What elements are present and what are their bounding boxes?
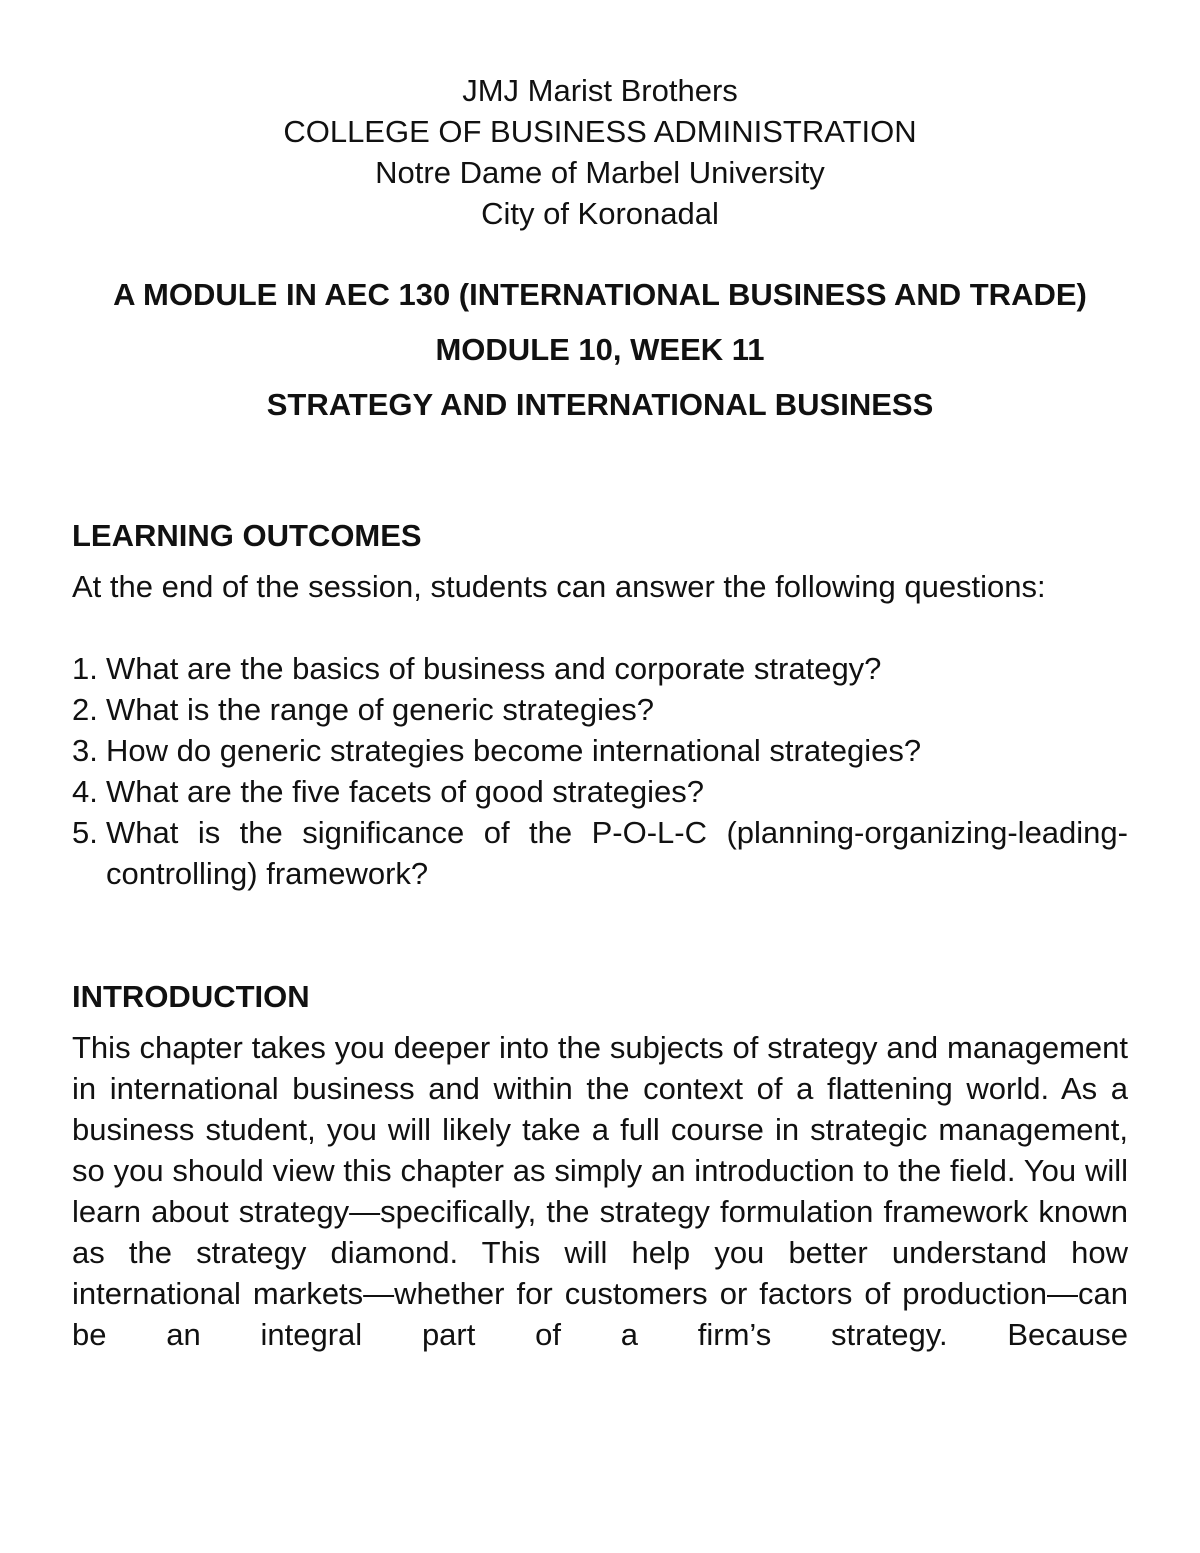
list-item-text: How do generic strategies become international strategies? (106, 733, 922, 768)
list-item-number: 4. (72, 774, 98, 809)
list-item-text: What are the basics of business and corporate strategy? (106, 651, 882, 686)
learning-outcomes-list (72, 648, 1128, 894)
list-item-number: 3. (72, 733, 98, 768)
list-item (72, 771, 1128, 812)
module-title: A MODULE IN AEC 130 (INTERNATIONAL BUSINESS AND TRADE) (113, 277, 1087, 312)
list-item-number: 1. (72, 651, 98, 686)
learning-outcomes-intro: At the end of the session, students can answer the following questions: (72, 569, 1046, 604)
module-title-block (72, 274, 1128, 425)
list-item (72, 812, 1128, 894)
list-item (72, 689, 1128, 730)
document-page (72, 70, 1128, 1355)
module-week: MODULE 10, WEEK 11 (435, 332, 765, 367)
list-item-number: 2. (72, 692, 98, 727)
list-item-text: What is the range of generic strategies? (106, 692, 654, 727)
introduction-paragraph: This chapter takes you deeper into the subjects of strategy and management in international business and within the context of a flattening world. As a business student, you will likely take a full course in strategic management, so you should view this chapter as simply an introduction to the field. You will learn about strategy—specifically, the strategy formulation framework known as the strategy diamond. This will help you better understand how international markets—whether for customers or factors of production—can be an integral part of a firm’s strategy. Because (72, 1030, 1128, 1352)
header-line-college: COLLEGE OF BUSINESS ADMINISTRATION (283, 114, 917, 149)
institution-header (72, 70, 1128, 234)
list-item-text: What is the significance of the P-O-L-C (planning-organizing-leading-controlling) framework? (106, 815, 1128, 891)
header-line-city: City of Koronadal (481, 196, 719, 231)
learning-outcomes-heading: LEARNING OUTCOMES (72, 518, 422, 553)
list-item-number: 5. (72, 815, 98, 850)
list-item (72, 730, 1128, 771)
list-item-text: What are the five facets of good strategies? (106, 774, 704, 809)
header-line-university: Notre Dame of Marbel University (375, 155, 825, 190)
header-line-congregation: JMJ Marist Brothers (462, 73, 738, 108)
list-item (72, 648, 1128, 689)
introduction-heading: INTRODUCTION (72, 979, 310, 1014)
module-topic: STRATEGY AND INTERNATIONAL BUSINESS (266, 387, 934, 422)
